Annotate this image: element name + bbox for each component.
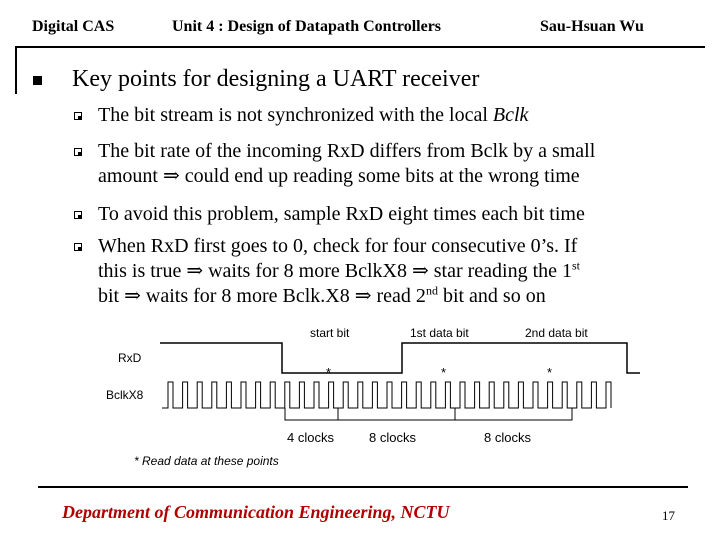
main-point: Key points for designing a UART receiver — [72, 66, 480, 92]
sub-point-2-line1: The bit rate of the incoming RxD differs from Bclk by a small — [98, 140, 596, 162]
bclkx8-waveform — [162, 382, 611, 408]
implies-arrow-icon: ⇒ — [354, 285, 372, 307]
implies-arrow-icon: ⇒ — [124, 285, 141, 307]
start-bit-label: start bit — [310, 326, 350, 340]
second-data-bit-label: 2nd data bit — [525, 326, 588, 340]
rxd-waveform — [160, 343, 640, 373]
span-label-8-clocks: 8 clocks — [369, 430, 416, 445]
header-course: Digital CAS — [32, 18, 115, 35]
footer-divider — [38, 486, 688, 488]
footer-department: Department of Communication Engineering, NCTU — [62, 502, 450, 522]
page-number: 17 — [662, 508, 675, 523]
read-point-marker: * — [326, 365, 332, 380]
sub-point-2: The bit rate of the incoming RxD differs from Bclk by a small amount ⇒ could end up reading some bits at the wrong time — [98, 140, 596, 187]
read-point-marker: * — [441, 365, 447, 380]
span-label-8-clocks: 8 clocks — [484, 430, 531, 445]
header-author: Sau-Hsuan Wu — [540, 18, 644, 35]
span-label-4-clocks: 4 clocks — [287, 430, 334, 445]
span-bracket-8-clocks — [455, 408, 572, 420]
implies-arrow-icon: ⇒ — [411, 260, 429, 282]
read-point-marker: * — [547, 365, 553, 380]
span-bracket-4-clocks — [285, 408, 338, 420]
diagram-note: * Read data at these points — [134, 454, 279, 468]
implies-arrow-icon: ⇒ — [163, 165, 180, 187]
sub-point-3: To avoid this problem, sample RxD eight times each bit time — [98, 203, 585, 225]
sub-point-1-bclk: Bclk — [492, 104, 529, 126]
bclkx8-label: BclkX8 — [106, 388, 144, 402]
first-data-bit-label: 1st data bit — [410, 326, 469, 340]
sub-point-4: When RxD first goes to 0, check for four consecutive 0’s. If this is true ⇒ waits for 8 more BclkX8 ⇒ star reading the 1st bit ⇒ waits for 8 more Bclk.X8 ⇒ read 2nd bit and so on — [98, 235, 581, 307]
sub-point-1-text: The bit stream is not synchronized with the local — [98, 104, 493, 126]
rxd-label: RxD — [118, 351, 142, 365]
span-bracket-8-clocks — [338, 408, 455, 420]
header-unit-title: Unit 4 : Design of Datapath Controllers — [172, 18, 442, 35]
implies-arrow-icon: ⇒ — [186, 260, 204, 282]
